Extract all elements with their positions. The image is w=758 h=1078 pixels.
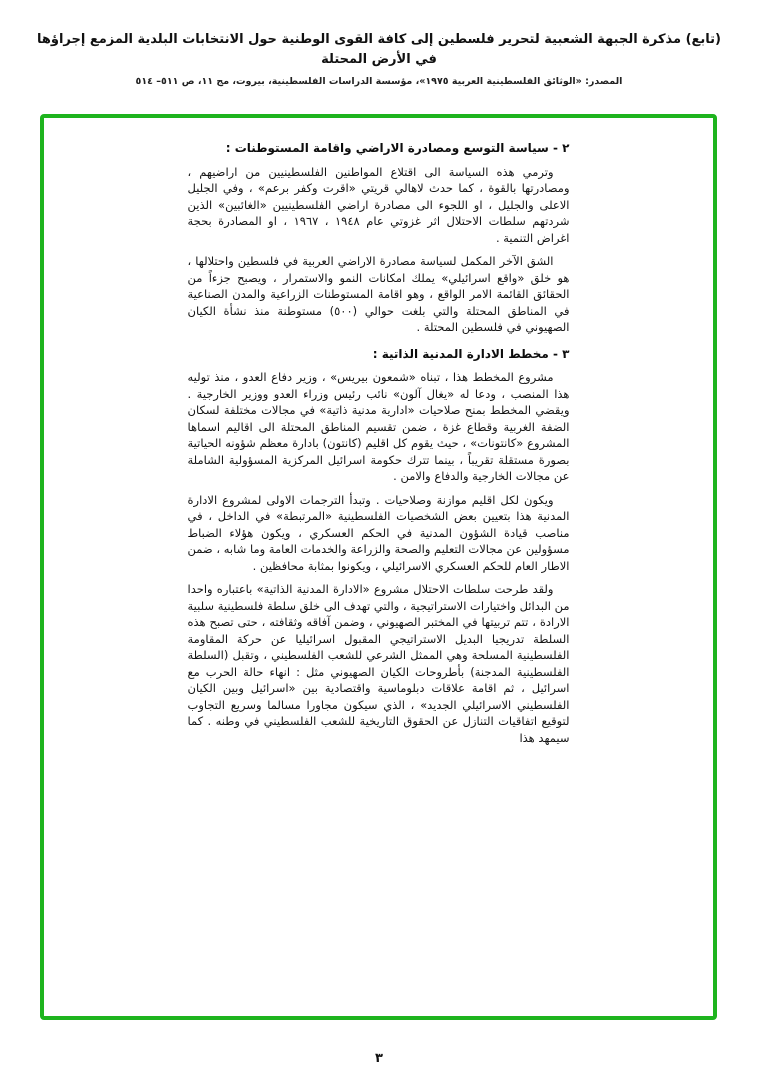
source-citation: المصدر: «الوثائق الفلسطينية العربية ١٩٧٥»، مؤسسة الدراسات الفلسطينية، بيروت، مج ١١، ص ٥١١– ٥١٤ [135, 76, 623, 88]
document-title: (تابع) مذكرة الجبهة الشعبية لتحرير فلسطين إلى كافة القوى الوطنية حول الانتخابات البلدية المزمع إجراؤها في الأرض المحتلة [36, 32, 721, 68]
document-header [0, 0, 758, 87]
page-number: ٣ [375, 1051, 383, 1066]
section-heading-2: ٢ - سياسة التوسع ومصادرة الاراضي واقامة المستوطنات : [225, 141, 570, 155]
paragraph: ولقد طرحت سلطات الاحتلال مشروع «الادارة المدنية الذاتية» باعتباره واحدا من البدائل واختيارات الاستراتيجية ، والتي تهدف الى خلق سلطة فلسطينية سلبية الارادة ، تتم تربيتها في المختبر الصهيوني ، وضمن آفاقه وثقافته ، حتى تصبح هذه السلطة تدريجيا البديل الاستراتيجي المقبول اسرائيليا عن حركة المقاومة الفلسطينية المسلحة وهي الممثل الشرعي للشعب الفلسطيني ، وتقبل (السلطة الفلسطينية المدجنة) بأطروحات الكيان الصهيوني مثل : انهاء حالة الحرب مع اسرائيل ، ثم اقامة علاقات دبلوماسية واقتصادية بين «اسرائيل وبين الكيان الفلسطيني الاسرائيلي الجديد» ، الذي سيكون مجاورا مسالما وسريع التجاوب لتوقيع اتفاقيات التنازل عن الحقوق التاريخية للشعب الفلسطيني في وطنه . كما سيمهد هذا [187, 582, 570, 745]
paragraph: ويكون لكل اقليم موازنة وصلاحيات . وتبدأ الترجمات الاولى لمشروع الادارة المدنية هذا بتعيين بعض الشخصيات الفلسطينية «المرتبطة» في الداخل ، في مناصب قيادة الشؤون المدنية في الحكم العسكري ، ويكون هؤلاء الضباط مسؤولين عن مجالات التعليم والصحة والزراعة والخدمات العامة وما شابه ، ضمن الاطار العام للحكم العسكري الاسرائيلي ، ويكونوا بمثابة محافظين . [187, 492, 570, 573]
section-heading-3: ٣ - مخطط الادارة المدنية الذاتية : [372, 346, 570, 361]
paragraph: وترمي هذه السياسة الى اقتلاع المواطنين الفلسطينيين من اراضيهم ، ومصادرتها بالقوة ، كما حدث لاهالي قريتي «اقرت وكفر برعم» ، وفي الجليل الاعلى والجليل ، او اللجوء الى مصادرة اراضي الفلسطينيين «الغائبين» الذين شردتهم سلطات الاحتلال اثر غزوتي عام ١٩٤٨ ، ١٩٦٧ ، او المصادرة بحجة اغراض التنمية . [187, 164, 570, 245]
document-body [188, 140, 570, 746]
paragraph: مشروع المخطط هذا ، تبناه «شمعون بيريس» ، وزير دفاع العدو ، منذ توليه هذا المنصب ، ودعا له «يغال آلون» نائب رئيس وزراء العدو ووزير الخارجية . ويقضي المخطط بمنح صلاحيات «ادارية مدنية ذاتية» في مجالات مختلفة لسكان الضفة الغربية وقطاع غزة ، ضمن تقسيم المناطق المحتلة الى اقاليم اسماها المشروع «كانتونات» ، حيث يقوم كل اقليم (كانتون) بادارة معظم شؤونه الحياتية بصورة مستقلة تقريباً ، بينما تترك حكومة اسرائيل المركزية المسؤولية الشاملة عن مجالات الخارجية والدفاع والامن . [187, 370, 570, 483]
paragraph: الشق الآخر المكمل لسياسة مصادرة الاراضي العربية في فلسطين واحتلالها ، هو خلق «واقع اسرائيلي» يملك امكانات النمو والاستمرار ، ويصبح جزءاً من الحقائق القائمة الامر الواقع ، وهو اقامة المستوطنات الزراعية والمدن الصناعية في المناطق المحتلة والتي بلغت حوالي (٥٠٠) مستوطنة منذ نشأة الكيان الصهيوني في فلسطين المحتلة . [187, 254, 570, 334]
highlight-border-box [40, 114, 717, 1020]
